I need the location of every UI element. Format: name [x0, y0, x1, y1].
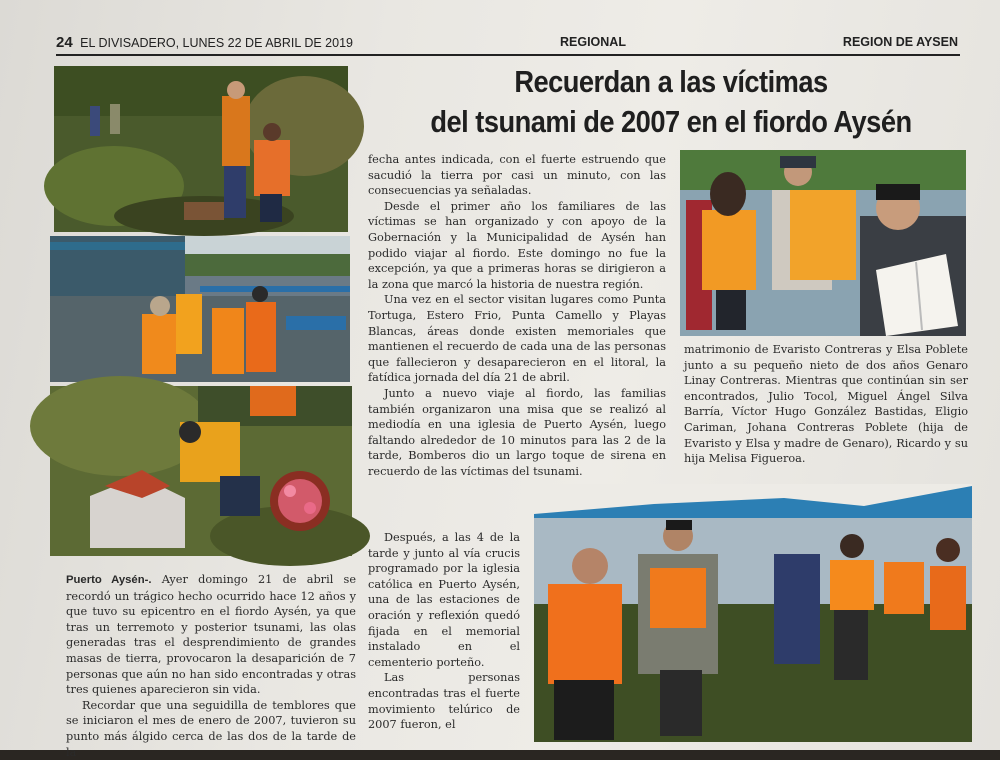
page-number: 24 — [56, 34, 73, 51]
photo-forest-group — [54, 66, 348, 232]
column-2-paragraph-2: Desde el primer año los familiares de las víctimas se han organizado y con apoyo de la Gobernación y la Municipalidad de Aysén han podido viajar al fiordo. Este domingo no fue la excepción, ya que a primeras horas se dirigieron a la zona que marcó la historia de nuestra región. — [368, 199, 666, 291]
page-header — [56, 34, 960, 56]
photo-boat-deck — [50, 236, 350, 382]
column-3-paragraph-1: matrimonio de Evaristo Contreras y Elsa Poblete junto a su pequeño nieto de dos años Genaro Linay Contreras. Mientras que continúan sin ser encontrados, Julio Tocol, Miguel Ángel Silva Barría, Víctor Hugo González Bastidas, Eligio Cariman, Johana Contreras Poblete (hija de Evaristo y Elsa y madre de Genaro), Ricardo y su hija Melisa Figueroa. — [684, 343, 968, 466]
article-column-3 — [684, 342, 968, 467]
dateline: Puerto Aysén-. — [66, 574, 152, 586]
column-2-paragraph-5: Después, a las 4 de la tarde y junto al vía crucis programado por la iglesia católica en Puerto Aysén, una de las estaciones de oración y reflexión quedó fijada en el memorial instalado en el cementerio porteño. — [368, 531, 520, 669]
column-2-paragraph-6: Las personas encontradas tras el fuerte movimiento telúrico de 2007 fueron, el — [368, 671, 520, 732]
photo-group-field — [534, 484, 972, 742]
section-name: REGIONAL — [560, 35, 626, 49]
article-column-1 — [66, 572, 356, 760]
newspaper-date: EL DIVISADERO, LUNES 22 DE ABRIL DE 2019 — [80, 36, 353, 50]
headline-line-2: del tsunami de 2007 en el fiordo Aysén — [430, 104, 912, 139]
photo-memorial — [50, 386, 352, 556]
column-2-paragraph-1: fecha antes indicada, con el fuerte estruendo que sacudió la tierra por casi un minuto, con las consecuencias ya señaladas. — [368, 153, 666, 198]
article-column-2-lower — [368, 530, 520, 733]
column-2-paragraph-4: Junto a nuevo viaje al fiordo, las familias también organizaron una misa que se realizó al mediodía en una iglesia de Puerto Aysén, luego faltando alrededor de 10 minutos para las 2 de la tarde, Bomberos dio un largo toque de sirena en recuerdo de las víctimas del tsunami. — [368, 386, 666, 478]
headline-line-1: Recuerdan a las víctimas — [514, 64, 828, 99]
column-2-paragraph-3: Una vez en el sector visitan lugares como Punta Tortuga, Estero Frio, Punta Camello y Playas Blancas, áreas donde existen memoriales que mantienen el recuerdo de cada una de las personas que fallecieron y desaparecieron en el litoral, la fatídica jornada del día 21 de abril. — [368, 293, 666, 385]
column-1-paragraph-1: Puerto Aysén-. Ayer domingo 21 de abril se recordó un trágico hecho ocurrido hace 12 años y que tuvo su epicentro en el fiordo Aysén, ya que tras un terremoto y posterior tsunami, las olas generadas tras el desprendimiento de grandes masas de tierra, provocaron la desaparición de 7 personas que aún no han sido encontradas y otras tres quienes aparecieron sin vida. — [66, 573, 357, 697]
region-name: REGION DE AYSEN — [842, 35, 958, 49]
article-column-2 — [368, 152, 666, 479]
column-1-paragraph-2: Recordar que una seguidilla de temblores que se iniciaron el mes de enero de 2007, tuvieron su punto más álgido cerca de las dos de la tarde de la — [66, 698, 356, 759]
header-left — [56, 34, 353, 51]
photo-families-boat — [680, 150, 966, 336]
article-headline — [403, 62, 940, 142]
